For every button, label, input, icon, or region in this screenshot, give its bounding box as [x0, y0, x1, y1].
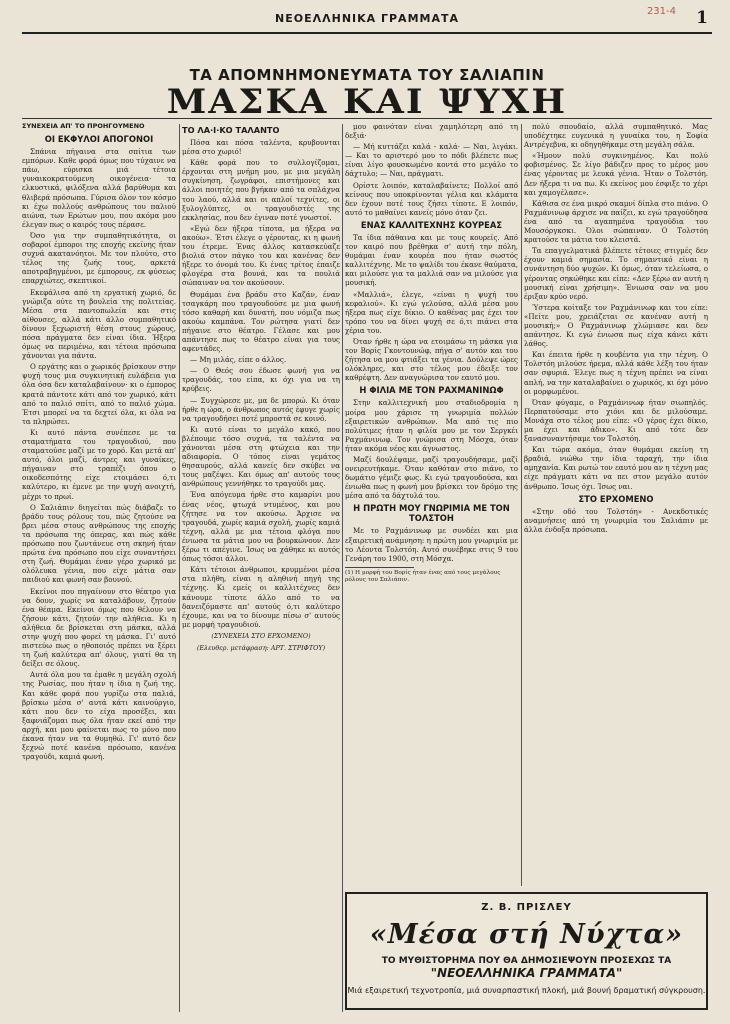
continued-note: (ΣΥΝΕΧΕΙΑ ΣΤΟ ΕΡΧΟΜΕΝΟ) — [211, 631, 311, 640]
ad-author: Ζ. Β. ΠΡΙΣΛΕΥ — [481, 902, 572, 913]
paragraph: «Ήμουν πολύ συγκινημένος. Και πολύ φοβισμένος. Σε λίγο βάδιζεν προς το μέρος μου ένας γέροντας με λευκά γένια. Ήταν ο Τολστόη. Δεν ήξερα τι να πω. Κι εκείνος μου έσφιξε το χέρι και χαμογέλασε». — [524, 151, 708, 197]
paragraph: Θυμάμαι ένα βράδυ στο Καζάν, έναν τσαγκάρη που τραγουδούσε με μια φωνή τόσο καθαρή και δυνατή, που νόμιζα πως ακούω καμπάνα. Τον ρώτησα γιατί δεν πήγαινε στο θέατρο. Γέλασε και μου απάντησε πως το θέατρο είναι για τους αφεντάδες. — [182, 289, 340, 354]
paragraph: Αυτά όλα μου τα έμαθε η μεγάλη σχολή της Ρωσίας, που ήταν η ίδια η ζωή της. Και κάθε φορά που γυρίζω στα παλιά, βρίσκω μέσα σ' αυτά κάτι καινούργιο, κάτι που δεν το είχα προσέξει, και ξαφνιάζομαι πως όλα ήταν εκεί από την αρχή, και μου φαίνεται πως το μόνο που έκανα ήταν να τα θυμηθώ. Γι' αυτό δεν ξεχνώ ποτέ κανένα πρόσωπο, κανένα τραγούδι, καμιά φωνή. — [22, 670, 176, 762]
footnote: (1) Η μορφή του Βορίς ήταν ένας από τους μεγάλους ρόλους του Σαλιάπιν. — [345, 569, 501, 583]
paragraph: — Συγχώρεσε με, μα δε μπορώ. Κι όταν ήρθε η ώρα, ο άνθρωπος αυτός έφυγε χωρίς να τραγουδήσει ποτέ μπροστά σε κοινό. — [182, 395, 340, 423]
column-1 — [22, 122, 176, 1012]
paragraph: Εκεφάλισα από τη εργατική χωριό, δε γνώριζα ούτε τη βουλεία της πολιτείας. Μέσα στα παντοπωλεία και στις αίθουσες, αλλά κάτι άλλο συμπαθητικό δίνουν ξεχωριστή θέση στους χώρους, πόσα πράγματα δεν είναι ίδια. Ήξερα όμως να περιμένω, και τέτοια πρόσωπα χάνονται για πάντα. — [22, 287, 176, 361]
column-rule — [521, 124, 522, 886]
paragraph: Ένα απόγευμα ήρθε στο καμαρίνι μου ένας νέος, φτωχά ντυμένος, και μου ζήτησε να τον ακούσω. Άρχισε να τραγουδά, χωρίς καμιά σχολή, χωρίς καμιά τέχνη, αλλά με μια τέτοια φλόγα που ένιωσα τα μάτια μου να βουρκώνουν. Δεν ξέρω τι απέγινε. Ίσως να χάθηκε κι αυτός όπως τόσοι άλλοι. — [182, 490, 340, 564]
paragraph: Στην καλλιτεχνική μου σταδιοδρομία η μοίρα μου χάρισε τη γνωριμία πολλών εξαιρετικών ανθρώπων. Μα από τις πιο πολύτιμες ήταν η φιλία μου με τον Σεργκέι Ραχμάνινωφ. Τον γνώρισα στη Μόσχα, όταν ήταν ακόμα νέος και άγνωστος. — [345, 398, 518, 453]
paragraph: μου φαινόταν είναι χαμηλότερη από τη δεξιά· — [345, 122, 518, 141]
paragraph: — Μή κυττάζει καλά - καλά· — Ναι, λιγάκι. — Και το αριστερό μου το πόδι βλέπετε πως είναι λίγο φουσκωμένο κοντά στο μεγάλο το δάχτυλο; — Ναι, πράγματι. — [345, 142, 518, 179]
paragraph: Ο Σαλιάπιν διηγείται πώς διάβαζε το βράδυ τους ρόλους του, πώς ζητούσε να βρει μέσα στους ανθρώπους της εποχής τα πρόσωπα της όπερας, και πώς κάθε πρόσωπο που ζωντάνευε στη σκηνή ήταν πρώτα ένα πρόσωπο που είχε συναντήσει στη ζωή. Θυμάμαι έναν γέρο χωρικό με ολόλευκα γένια, που είχε μάτια σαν παιδιού και φωνή σαν βουνού. — [22, 502, 176, 585]
paragraph: πολύ σπουδαίο, αλλά συμπαθητικό. Μας υποδέχτηκε ευγενικά η γυναίκα του, η Σοφία Αντρέγεβνα, κι οδηγηθήκαμε στη μεγάλη σάλα. — [524, 122, 708, 150]
paragraph: Κάθε φορά που το συλλογίζομαι, έρχονται στη μνήμη μου, με μια μεγάλη συγκίνηση, ζωγράφοι, επιστήμονες και άλλοι ποιητές που βγήκαν από τα σπλάχνα του λαού, αλλά και οι απλοί τεχνίτες, οι ξυλογλύπτες, οι τραγουδιστές της εκκλησίας, που δεν έγιναν ποτέ γνωστοί. — [182, 158, 340, 222]
column-3 — [345, 122, 518, 885]
paragraph: «Εγώ δεν ήξερα τίποτα, μα ήξερα να ακούω». Έτσι έλεγε ο γέροντας, κι η φωνή του έτρεμε. Ένας άλλος κατασκεύαζε βιολιά στον πάγκο του και κανένας δεν ήξερε το όνομά του. Κι ένας τρίτος έπαιζε φλογέρα στα βουνά, και τα πουλιά σώπαιναν να τον ακούσουν. — [182, 223, 340, 288]
ad-magazine-name: "ΝΕΟΕΛΛΗΝΙΚΑ ΓΡΑΜΜΑΤΑ" — [430, 966, 623, 980]
paragraph: Μαζί δουλέψαμε, μαζί τραγουδήσαμε, μαζί ονειρευτήκαμε. Όταν καθόταν στο πιάνο, το δωμάτιο γέμιζε φως. Κι εγώ τραγουδούσα, και ένιωθα πως η φωνή μου βρίσκει τον δρόμο της μέσα από τα δάχτυλά του. — [345, 455, 518, 501]
paragraph: Τα ίδια πάθαινα και με τους κουρείς. Από τον καιρό που βρέθηκα σ' αυτή την πόλη, θυμάμαι έναν κουρέα που ήταν σωστός καλλιτέχνης. Με το ψαλίδι του έκανε θαύματα, και μιλούσε για τα μαλλιά σαν να μιλούσε για μουσική. — [345, 232, 518, 288]
paragraph: Κι αυτό είναι το μεγάλο κακό, που βλέπουμε τόσο συχνά, τα ταλέντα να χάνονται μέσα στη φτώχεια και την αδιαφορία. Ο τόπος είναι γεμάτος θησαυρούς, αλλά κανείς δεν σκύβει να τους μαζέψει. Και όμως απ' αυτούς τους ανθρώπους γεννήθηκε το τραγούδι μας. — [182, 424, 340, 489]
section-heading: Η ΦΙΛΙΑ ΜΕ ΤΟΝ ΡΑΧΜΑΝΙΝΩΦ — [359, 385, 504, 396]
paragraph: Όταν ήρθε η ώρα να ετοιμάσω τη μάσκα για τον Βορίς Γκοντουνώφ, πήγα σ' αυτόν και του ζήτησα να μου φτιάξει τα γένια. Δούλεψε ώρες ολόκληρες, και στο τέλος μου έδειξε τον καθρέφτη. Δεν αναγνώρισα τον εαυτό μου. — [345, 336, 518, 383]
paragraph: Όσο για την συμπαθητικότητα, οι σοβαροί έμποροι της εποχής εκείνης ήταν συχνά ακατανόητοι. Με τον πλούτο, στο τέλος της ζωής τους, αρκετά αποτραβηγμένοι, με έμπορους, εκ φύσεως επαρχιώτες, σκεπτικοί. — [22, 230, 176, 286]
footnote-divider — [345, 567, 414, 568]
section-heading: ΕΝΑΣ ΚΑΛΛΙΤΕΧΝΗΣ ΚΟΥΡΕΑΣ — [360, 219, 503, 230]
paragraph: Εκείνοι που πηγαίνουν στο θέατρο για να δουν, χωρίς να καταλάβουν, ζητούν ένα θέαμα. Εκείνοι όμως που θέλουν να ζήσουν κάτι, ζητούν την αλήθεια. Κι η αλήθεια δε βρίσκεται στη μάσκα, αλλά στην ψυχή που φορεί τη μάσκα. Γι' αυτό πιστεύω πως ο ηθοποιός πρέπει να ξέρει τη ζωή καλύτερα απ' όλους, γιατί θα τη δείξει σε όλους. — [22, 586, 176, 669]
paragraph: «Μαλλιά», έλεγε, «είναι η ψυχή του κεφαλιού». Κι εγώ γελούσα, αλλά μέσα μου ήξερα πως είχε δίκιο. Ο καθένας μας έχει τον τρόπο του να δίνει ψυχή σε ό,τι πιάνει στα χέρια του. — [345, 289, 518, 335]
publication-name: ΝΕΟΕΛΛΗΝΙΚΑ ΓΡΑΜΜΑΤΑ — [275, 12, 459, 25]
next-issue-text: «Στην οδό του Τολστόη» - Ανεκδοτικές αναμνήσεις από τη γνωριμία του Σαλιάπιν με άλλα ένδοξα πρόσωπα. — [524, 506, 708, 534]
archive-stamp: 231-4 — [646, 6, 676, 17]
column-4 — [524, 122, 708, 885]
paragraph: Κάτι τέτοιοι άνθρωποι, κρυμμένοι μέσα στα πλήθη, είναι η αληθινή πηγή της τέχνης. Κι εμείς οι καλλιτέχνες δεν κάνουμε τίποτε άλλο από το να δανειζόμαστε απ' αυτούς ό,τι καλύτερο έχουμε, και να το δίνουμε πίσω σ' αυτούς με μορφή τραγουδιού. — [182, 565, 340, 629]
paragraph: Κάθισα σε ένα μικρό σκαμνί δίπλα στο πιάνο. Ο Ραχμάνινωφ άρχισε να παίζει, κι εγώ τραγούδησα ένα από τα αγαπημένα τραγούδια του Μουσόργκσκι. Όλοι σώπαιναν. Ο Τολστόη κρατούσε τα μάτια του κλειστά. — [524, 198, 708, 245]
paragraph: — Μη μιλάς, είπε ο άλλος. — [190, 355, 287, 365]
paragraph: Ύστερα κοίταξε τον Ραχμάνινωφ και του είπε: «Πείτε μου, χρειάζεται σε κανέναν αυτή η μουσική;» Ο Ραχμάνινωφ χλώμιασε και δεν απάντησε. Κι εγώ ένιωσα πως είχα κάνει κάτι λάθος. — [524, 302, 708, 349]
next-issue-heading: ΣΤΟ ΕΡΧΟΜΕΝΟ — [578, 493, 654, 504]
article-title: ΜΑΣΚΑ ΚΑΙ ΨΥΧΗ — [166, 82, 568, 122]
paragraph: Πόσα και πόσα ταλέντα, κρυβουνται μέσα στο χωριό! — [182, 138, 340, 157]
section-heading: ΟΙ ΕΚΦΥΛΟΙ ΑΠΟΓΟΝΟΙ — [44, 134, 154, 145]
paragraph: Και έπειτα ήρθε η κουβέντα για την τέχνη. Ο Τολστόη μιλούσε ήρεμα, αλλά κάθε λέξη του ήταν σαν σφυριά. Έλεγε πως η τέχνη πρέπει να είναι απλή, να την καταλαβαίνει ο χωρικός, κι όχι μόνο οι μορφωμένοι. — [524, 350, 708, 396]
paragraph: Και τώρα ακόμα, όταν θυμάμαι εκείνη τη βραδιά, νιώθω την ίδια ταραχή, την ίδια αμηχανία. Και ρωτώ τον εαυτό μου αν η τέχνη μας είχε πράγματι κάτι να πει στον μεγάλο αυτόν άνθρωπο. Ίσως όχι. Ίσως ναι. — [524, 445, 708, 491]
article-supertitle: ΤΑ ΑΠΟΜΝΗΜΟΝΕΥΜΑΤΑ ΤΟΥ ΣΑΛΙΑΠΙΝ — [189, 66, 545, 84]
column-rule — [179, 124, 180, 1012]
novel-advertisement — [345, 892, 708, 1010]
paragraph: Όταν φύγαμε, ο Ραχμάνινωφ ήταν σιωπηλός. Περπατούσαμε στο χιόνι και δε μιλούσαμε. Μονάχα στο τέλος μου είπε: «Ο γέρος έχει δίκιο, μα έχει και άδικο». Κι από τότε δεν ξανασυναντήσαμε τον Τολστόη. — [524, 397, 708, 444]
ad-title: «Μέσα στή Νύχτα» — [369, 919, 684, 950]
paragraph: Τα επαγγελματικά βλέπετε τέτοιες στιγμές δεν έχουν καμιά σημασία. Το σημαντικό είναι η συνάντηση δύο ψυχών. Κι όμως, όταν τελείωσα, ο γέροντας σηκώθηκε και είπε: «Δεν ξέρω αν αυτή η μουσική είναι χρήσιμη». Ένιωσα σαν να μου έριξαν κρύο νερό. — [524, 246, 708, 301]
ad-announcement-text: ΤΟ ΜΥΘΙΣΤΟΡΗΜΑ ΠΟΥ ΘΑ ΔΗΜΟΣΙΕΨΟΥΝ ΠΡΟΣΕΧΩΣ ΤΑ — [381, 956, 672, 966]
paragraph: Ορίστε λοιπόν, καταλαβαίνετε; Πολλοί από κείνους που υποκρίνονται γέλια και κλάματα δεν έχουν ποτέ τους ζήσει τίποτε. Ε λοιπόν, αυτό το μαθαίνει κανείς μόνο όταν ζει. — [345, 180, 518, 217]
paragraph: Με το Ραχμάνινωφ με συνδέει και μια εξαιρετική ανάμνηση: η πρώτη μου γνωριμία με το Λέοντα Τολστόη. Αυτό συνέβηκε στις 9 του Γενάρη του 1900, στη Μόσχα. — [345, 526, 518, 563]
column-2 — [182, 122, 340, 1012]
paragraph: — Ο Θεός σου έδωσε φωνή για να τραγουδάς, του είπα, κι όχι για να τη κρύβεις. — [182, 366, 340, 394]
title-divider — [22, 118, 712, 119]
column-rule — [342, 124, 343, 1012]
paragraph: Κι αυτό πάντα συνέπεσε με τα σταματήματα του τραγουδιού, που σταματούσε μαζί με το χορό. Και μετά απ' αυτό, όλοι μαζί, άντρες και γυναίκες, πήγαιναν στο τραπέζι όπου ο οικοδεσπότης είχε ετοιμάσει ό,τι καλύτερο, κι έμενε με την ψυχή ανοιχτή, μέχρι το πρωί. — [22, 427, 176, 501]
ad-announcement — [347, 956, 706, 980]
continuation-note: ΣΥΝΕΧΕΙΑ ΑΠ' ΤΟ ΠΡΟΗΓΟΥΜΕΝΟ — [22, 122, 145, 130]
paragraph: Σπάνια πήγαινα στα σπίτια των εμπόρων. Καθε φορά όμως που τύχαινε να πάω, εύρισκα μιά τέτοια γυναικοκρατούμενη οικογένεια· τα ελκυστικά, φιλόξενα αλλά βαρύθυμα και θλιβερά πρόσωπα. Γύρισα όλον τον κόσμο κι έχω πολλούς ανθρώπους του παλιού αιώνα, των Ερώτων μου, που ακόμα μου έλεγαν πως ο καιρός τους πέρασε. — [22, 147, 176, 229]
masthead — [22, 6, 712, 34]
page-number: 1 — [696, 8, 708, 28]
section-heading: Η ΠΡΩΤΗ ΜΟΥ ΓΝΩΡΙΜΙΑ ΜΕ ΤΟΝ ΤΟΛΣΤΟΗ — [353, 503, 510, 524]
section-heading: ΤΟ ΛΑ·Ι·ΚΟ ΤΑΛΑΝΤΟ — [182, 125, 280, 135]
paragraph: Ο εργάτης και ο χωρικός βρίσκουν στην ψυχή τους μια συγκινητική ευλάβεια για όλα όσα δεν καταλαβαίνουν· κι ο έμπορος κρατά πάντοτε κάτι από τον χωρικό, κάτι από το παλιό σπίτι, από το παλιό χώμα. Έτσι μπορεί να τα δεχτεί όλα, κι όλα να τα πληρώσει. — [22, 362, 176, 426]
translator-credit: (Ελευθερ. μετάφραση: ΑΡΤ. ΣΤΡΙΦΤΟΥ) — [196, 643, 326, 652]
ad-description: Μιά εξαιρετική τεχνοτροπία, μιά συναρπαστική πλοκή, μιά βουνή δραματική σύγκρουση. — [347, 986, 706, 995]
